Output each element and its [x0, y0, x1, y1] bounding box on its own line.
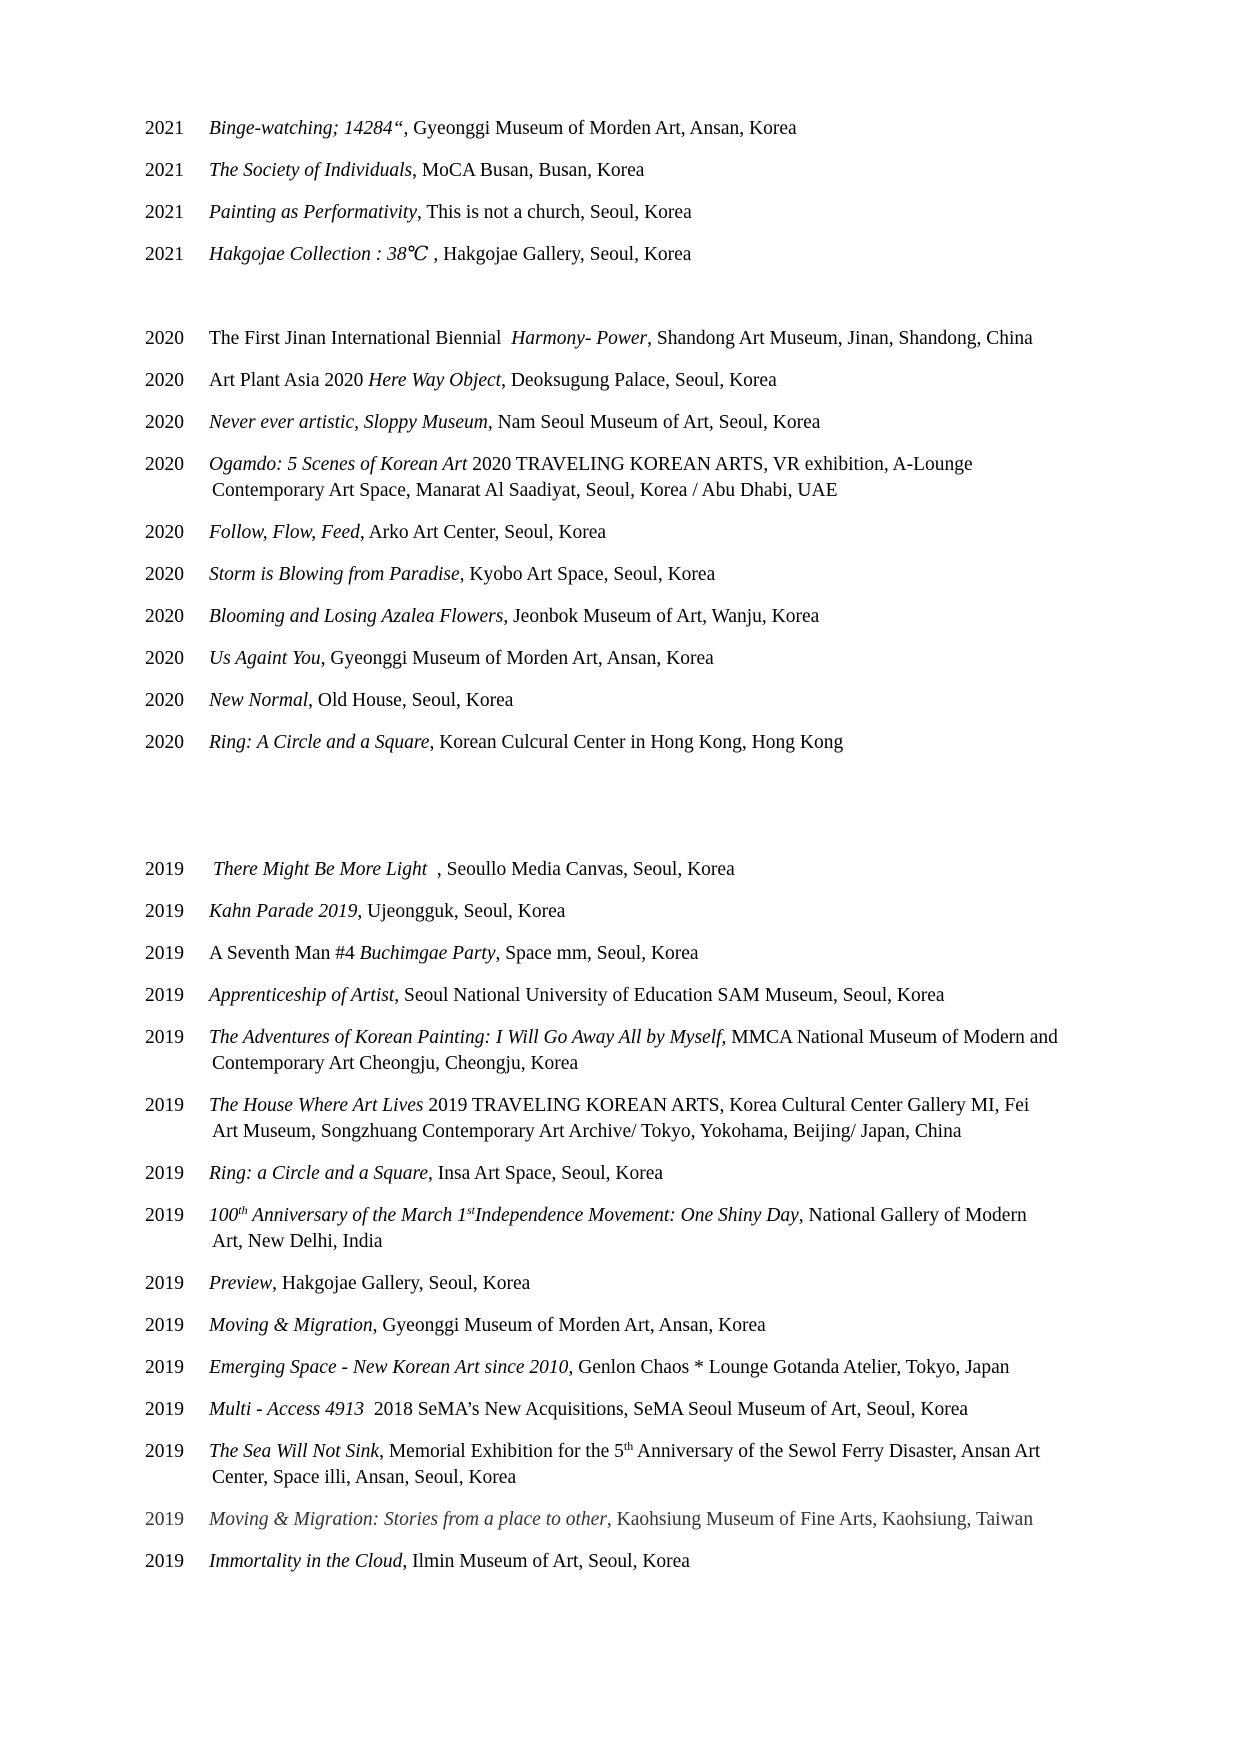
year: 2019 [145, 1027, 184, 1048]
exhibition-entry [145, 983, 1145, 1009]
year: 2021 [145, 118, 184, 139]
exhibition-entry [145, 941, 1145, 967]
exhibition-entry [145, 200, 1145, 226]
exhibition-title: The Adventures of Korean Painting: I Will Go Away All by Myself [209, 1027, 722, 1048]
year: 2019 [145, 1399, 184, 1420]
exhibition-entry [145, 1203, 1145, 1255]
year: 2020 [145, 564, 184, 585]
exhibition-entry [145, 730, 1145, 756]
venue: , This is not a church, Seoul, Korea [416, 202, 692, 223]
exhibition-entry [145, 242, 1145, 268]
exhibition-entry [145, 1093, 1145, 1145]
year: 2019 [145, 1315, 184, 1336]
exhibition-title: Immortality in the Cloud [209, 1551, 403, 1572]
exhibition-entry [145, 452, 1145, 504]
year: 2019 [145, 1095, 184, 1116]
exhibition-title: The Society of Individuals [209, 160, 413, 181]
year: 2019 [145, 1357, 184, 1378]
exhibition-title: Apprenticeship of Artist [209, 985, 395, 1006]
year: 2020 [145, 412, 184, 433]
exhibition-title: Buchimgae Party [359, 943, 496, 964]
venue: , Deoksugung Palace, Seoul, Korea [501, 370, 777, 391]
exhibition-title: The House Where Art Lives [209, 1095, 424, 1116]
year: 2019 [145, 1163, 184, 1184]
venue: , National Gallery of Modern [798, 1205, 1027, 1226]
venue-continued: Art Museum, Songzhuang Contemporary Art Archive/ Tokyo, Yokohama, Beijing/ Japan, China [212, 1121, 962, 1142]
venue: , Hakgojae Gallery, Seoul, Korea [272, 1273, 531, 1294]
year: 2019 [145, 901, 184, 922]
exhibition-title: Here Way Object [368, 370, 502, 391]
year: 2019 [145, 1273, 184, 1294]
exhibition-entry [145, 1549, 1145, 1575]
exhibition-title: Harmony- Power [511, 328, 648, 349]
exhibition-entry [145, 1313, 1145, 1339]
venue: , Ujeongguk, Seoul, Korea [357, 901, 566, 922]
exhibition-title: Preview [209, 1273, 273, 1294]
exhibition-title: Follow, Flow, Feed [209, 522, 360, 543]
exhibition-entry [145, 604, 1145, 630]
year: 2020 [145, 454, 184, 475]
venue: , MoCA Busan, Busan, Korea [412, 160, 645, 181]
venue-continued: Art, New Delhi, India [212, 1231, 383, 1252]
exhibition-entry [145, 646, 1145, 672]
year: 2019 [145, 1509, 184, 1530]
exhibition-entry [145, 158, 1145, 184]
venue: , Korean Culcural Center in Hong Kong, Hong Kong [429, 732, 844, 753]
year: 2020 [145, 732, 184, 753]
event-prefix: A Seventh Man #4 [209, 943, 360, 964]
venue: , Ilmin Museum of Art, Seoul, Korea [402, 1551, 690, 1572]
exhibition-entry [145, 1025, 1145, 1077]
venue: , Gyeonggi Museum of Morden Art, Ansan, Korea [403, 118, 797, 139]
exhibition-entry [145, 899, 1145, 925]
exhibition-title: Moving & Migration [209, 1315, 373, 1336]
year: 2020 [145, 606, 184, 627]
year: 2019 [145, 859, 184, 880]
exhibition-title: Never ever artistic, Sloppy Museum [209, 412, 488, 433]
venue: , Insa Art Space, Seoul, Korea [428, 1163, 664, 1184]
year: 2020 [145, 690, 184, 711]
exhibition-entry [145, 1355, 1145, 1381]
venue: , Gyeonggi Museum of Morden Art, Ansan, Korea [320, 648, 714, 669]
exhibition-entry [145, 368, 1145, 394]
exhibition-title: Hakgojae Collection : 38℃ [209, 244, 429, 265]
venue-continued: Contemporary Art Space, Manarat Al Saadiyat, Seoul, Korea / Abu Dhabi, UAE [212, 480, 838, 501]
venue-continued: Center, Space illi, Ansan, Seoul, Korea [212, 1467, 517, 1488]
exhibition-title: Ring: A Circle and a Square [209, 732, 430, 753]
year: 2020 [145, 522, 184, 543]
year: 2021 [145, 160, 184, 181]
exhibition-entry [145, 1507, 1145, 1533]
exhibition-title: Kahn Parade 2019 [209, 901, 358, 922]
exhibition-entry [145, 562, 1145, 588]
exhibition-title: 100th Anniversary of the March 1stIndependence Movement: One Shiny Day [209, 1203, 799, 1226]
year: 2019 [145, 1205, 184, 1226]
exhibition-title: Ogamdo: 5 Scenes of Korean Art [209, 454, 468, 475]
venue: , Nam Seoul Museum of Art, Seoul, Korea [487, 412, 821, 433]
exhibition-title: Multi - Access 4913 [209, 1399, 365, 1420]
year: 2020 [145, 370, 184, 391]
exhibition-entry [145, 688, 1145, 714]
venue: , Old House, Seoul, Korea [308, 690, 514, 711]
exhibition-entry [145, 326, 1145, 352]
exhibition-title: There Might Be More Light [213, 859, 428, 880]
venue: 2018 SeMA’s New Acquisitions, SeMA Seoul Museum of Art, Seoul, Korea [364, 1399, 969, 1420]
venue: , Hakgojae Gallery, Seoul, Korea [428, 244, 692, 265]
year: 2021 [145, 202, 184, 223]
exhibition-entry [145, 857, 1145, 883]
venue: , Space mm, Seoul, Korea [495, 943, 699, 964]
exhibition-title: The Sea Will Not Sink [209, 1441, 380, 1462]
venue: , Kaohsiung Museum of Fine Arts, Kaohsiung, Taiwan [606, 1509, 1034, 1530]
venue: , Seoul National University of Education SAM Museum, Seoul, Korea [394, 985, 945, 1006]
exhibition-title: Painting as Performativity [209, 202, 417, 223]
venue-continued: Contemporary Art Cheongju, Cheongju, Korea [212, 1053, 579, 1074]
exhibition-title: New Normal [209, 690, 309, 711]
event-prefix: The First Jinan International Biennial [209, 328, 512, 349]
venue: , Seoullo Media Canvas, Seoul, Korea [427, 859, 735, 880]
year: 2019 [145, 985, 184, 1006]
venue: 2020 TRAVELING KOREAN ARTS, VR exhibition, A-Lounge [467, 454, 973, 475]
year: 2019 [145, 1551, 184, 1572]
year: 2020 [145, 648, 184, 669]
venue: , Genlon Chaos * Lounge Gotanda Atelier, Tokyo, Japan [568, 1357, 1010, 1378]
exhibition-title: Us Againt You [209, 648, 321, 669]
venue: 2019 TRAVELING KOREAN ARTS, Korea Cultural Center Gallery MI, Fei [423, 1095, 1030, 1116]
exhibition-title: Storm is Blowing from Paradise [209, 564, 460, 585]
venue: , Gyeonggi Museum of Morden Art, Ansan, Korea [372, 1315, 766, 1336]
exhibition-entry [145, 1161, 1145, 1187]
event-prefix: Art Plant Asia 2020 [209, 370, 369, 391]
year: 2021 [145, 244, 184, 265]
year: 2019 [145, 1441, 184, 1462]
exhibition-title: Emerging Space - New Korean Art since 2010 [209, 1357, 569, 1378]
exhibition-entry [145, 116, 1145, 142]
exhibition-entry [145, 1397, 1145, 1423]
venue: , Jeonbok Museum of Art, Wanju, Korea [503, 606, 820, 627]
exhibition-entry [145, 1271, 1145, 1297]
venue: , Shandong Art Museum, Jinan, Shandong, China [647, 328, 1033, 349]
year: 2020 [145, 328, 184, 349]
venue: , Memorial Exhibition for the 5th Anniversary of the Sewol Ferry Disaster, Ansan Art [379, 1439, 1041, 1462]
exhibition-title: Binge-watching; 14284“ [209, 118, 404, 139]
exhibition-title: Ring: a Circle and a Square [209, 1163, 428, 1184]
exhibition-entry [145, 410, 1145, 436]
exhibition-title: Moving & Migration: Stories from a place to other [209, 1509, 607, 1530]
year: 2019 [145, 943, 184, 964]
exhibition-entry [145, 1439, 1145, 1491]
venue: , MMCA National Museum of Modern and [721, 1027, 1058, 1048]
exhibition-title: Blooming and Losing Azalea Flowers [209, 606, 504, 627]
venue: , Kyobo Art Space, Seoul, Korea [459, 564, 716, 585]
exhibition-entry [145, 520, 1145, 546]
venue: , Arko Art Center, Seoul, Korea [359, 522, 607, 543]
